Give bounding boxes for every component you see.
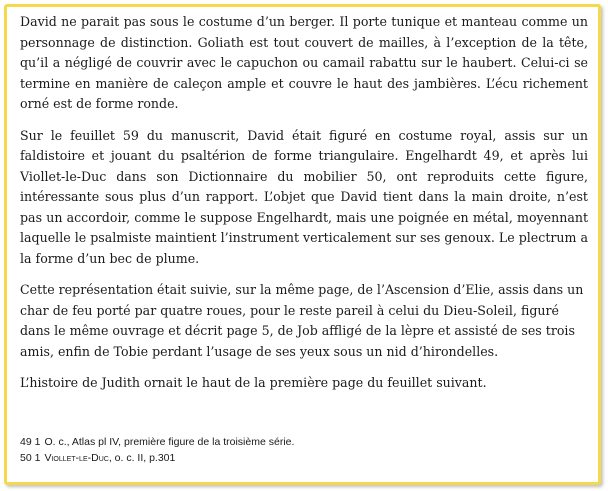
paragraph-1: David ne parait pas sous le costume d’un berger. Il porte tunique et manteau comme un personnage de distinction. Goliath est tout couvert de mailles, à l’exception de la tête, qu’il a négligé de couvrir avec le capuchon ou camail rabattu sur le haubert. Celui-ci se termine en manière de caleçon ample et couvre le haut des jambières. L’écu richement orné est de forme ronde.	[20, 14, 588, 111]
paragraph-2: Sur le feuillet 59 du manuscrit, David était figuré en costume royal, assis sur un faldistoire et jouant du psaltérion de forme triangulaire. Engelhardt 49, et après lui Viollet-le-Duc dans son Dictionnaire du mobilier 50, ont reproduits cette figure, intéressante sous plus d’un rapport. L’objet que David tient dans la main droite, n’est pas un accordoir, comme le suppose Engelhardt, mais une poignée en métal, moyennant laquelle le psalmiste maintient l’instrument verticalement sur ses genoux. Le plectrum a la forme d’un bec de plume.	[20, 127, 588, 266]
footnote-text: O. c., Atlas pl IV, première figure de la troisième série.	[44, 436, 295, 448]
paragraph-4: L’histoire de Judith ornait le haut de la première page du feuillet suivant.	[20, 375, 487, 390]
document-body	[20, 12, 588, 405]
footnote-50	[20, 450, 588, 466]
footnote-ref: 50 1	[20, 452, 41, 464]
document-frame	[4, 4, 601, 485]
footnote-text: , o. c. II, p.301	[108, 452, 176, 464]
footnotes	[20, 434, 588, 466]
footnote-49	[20, 434, 588, 450]
paragraph-3: Cette représentation était suivie, sur la même page, de l’Ascension d’Elie, assis dans un char de feu porté par quatre roues, pour le reste pareil à celui du Dieu-Soleil, figuré dans le même ouvrage et décrit page 5, de Job affligé de la lèpre et assisté de ses trois amis, enfin de Tobie perdant l’usage de ses yeux sous un nid d’hirondelles.	[20, 282, 584, 359]
footnote-author: Viollet-le-Duc	[44, 452, 109, 464]
footnote-ref: 49 1	[20, 436, 41, 448]
